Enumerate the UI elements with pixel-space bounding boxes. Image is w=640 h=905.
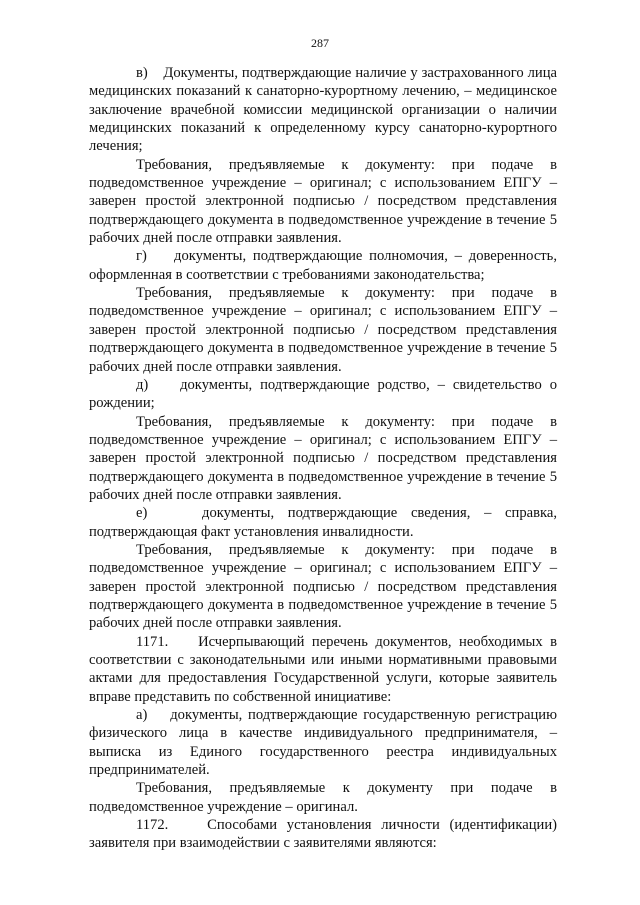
paragraph: е) документы, подтверждающие сведения, – справка, подтверждающая факт установления инвалидности.	[89, 505, 557, 540]
paragraph: Требования, предъявляемые к документу: при подаче в подведомственное учреждение – оригинал; с использованием ЕПГУ – заверен простой электронной подписью / посредством представления подтверждающего документа в подведомственное учреждение в течение 5 рабочих дней после отправки заявления.	[89, 285, 557, 375]
paragraph: а) документы, подтверждающие государственную регистрацию физического лица в качестве индивидуального предпринимателя, – выписка из Единого государственного реестра индивидуальных предпринимателей.	[89, 707, 557, 779]
paragraph: в) Документы, подтверждающие наличие у застрахованного лица медицинских показаний к санаторно-курортному лечению, – медицинское заключение врачебной комиссии медицинской организации о наличии медицинских показаний к определенному курсу санаторно-курортного лечения;	[89, 65, 557, 155]
document-body	[89, 64, 557, 853]
paragraph: г) документы, подтверждающие полномочия, – доверенность, оформленная в соответствии с требованиями законодательства;	[89, 248, 557, 283]
paragraph: Требования, предъявляемые к документу при подаче в подведомственное учреждение – оригинал.	[89, 780, 557, 815]
page-number: 287	[311, 36, 329, 50]
paragraph: Требования, предъявляемые к документу: при подаче в подведомственное учреждение – оригинал; с использованием ЕПГУ – заверен простой электронной подписью / посредством представления подтверждающего документа в подведомственное учреждение в течение 5 рабочих дней после отправки заявления.	[89, 413, 557, 503]
paragraph: Требования, предъявляемые к документу: при подаче в подведомственное учреждение – оригинал; с использованием ЕПГУ – заверен простой электронной подписью / посредством представления подтверждающего документа в подведомственное учреждение в течение 5 рабочих дней после отправки заявления.	[89, 541, 557, 632]
paragraph: д) документы, подтверждающие родство, – свидетельство о рождении;	[89, 376, 557, 412]
paragraph: 1171. Исчерпывающий перечень документов, необходимых в соответствии с законодательными или иными нормативными правовыми актами для предоставления Государственной услуги, которые заявитель вправе представить по собственной инициативе:	[89, 633, 557, 705]
paragraph: 1172. Способами установления личности (идентификации) заявителя при взаимодействии с заявителями являются:	[89, 817, 557, 852]
paragraph: Требования, предъявляемые к документу: при подаче в подведомственное учреждение – оригинал; с использованием ЕПГУ – заверен простой электронной подписью / посредством представления подтверждающего документа в подведомственное учреждение в течение 5 рабочих дней после отправки заявления.	[89, 156, 557, 247]
